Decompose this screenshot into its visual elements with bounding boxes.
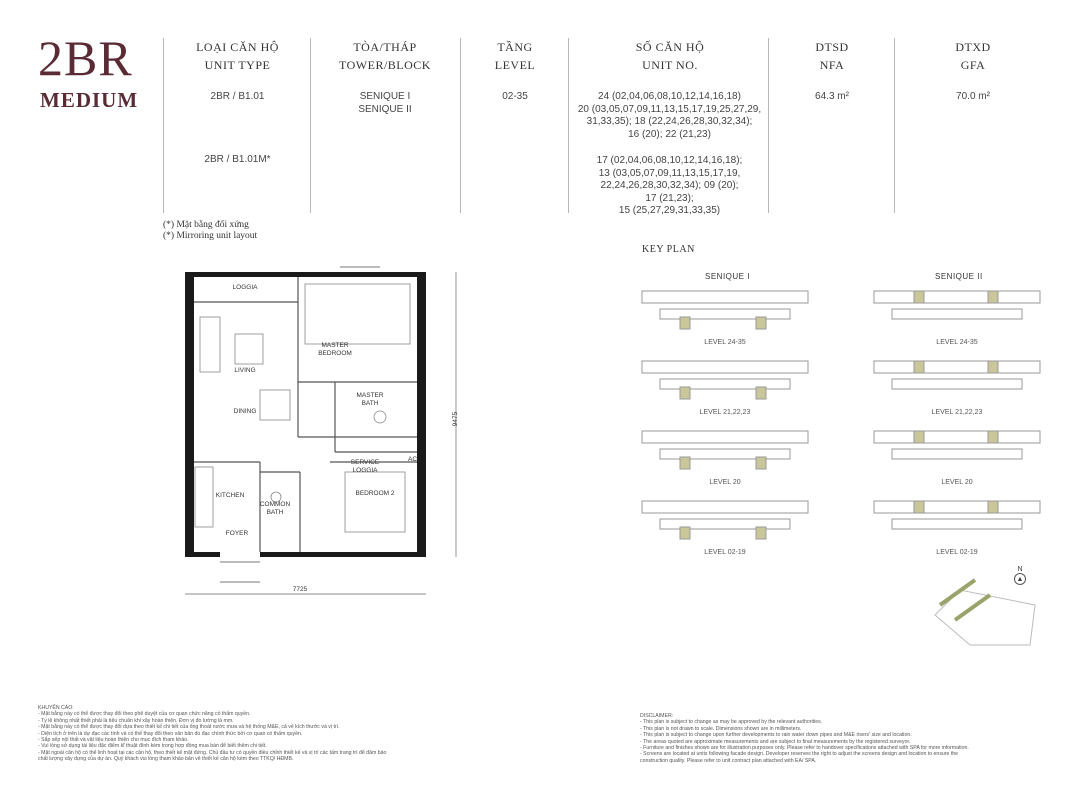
gfa-value: 70.0 m² <box>956 91 990 102</box>
divider <box>163 38 164 213</box>
key-plan-t2-l4 <box>872 497 1042 545</box>
key-plan-t2-l3 <box>872 427 1042 475</box>
room-label-master-bedroom: MASTER BEDROOM <box>318 342 352 357</box>
room-label-kitchen: KITCHEN <box>215 492 245 499</box>
room-label-dining: DINING <box>233 408 257 415</box>
col-header-unit-type: LOẠI CĂN HỘ UNIT TYPE <box>196 40 279 72</box>
key-plan-t1-l1 <box>640 287 810 335</box>
key-plan-tower1: SENIQUE I <box>705 272 750 281</box>
dimension-height: 9475 <box>452 411 459 427</box>
room-label-living: LIVING <box>234 367 256 374</box>
key-plan-t1-l4 <box>640 497 810 545</box>
key-plan-level: LEVEL 20 <box>709 479 741 486</box>
key-plan-level: LEVEL 20 <box>941 479 973 486</box>
key-plan-title: KEY PLAN <box>642 244 695 255</box>
key-plan-level: LEVEL 02-19 <box>704 549 746 556</box>
site-plan-icon <box>930 575 1040 650</box>
room-label-service-loggia: SERVICE LOGGIA <box>350 459 380 474</box>
room-label-master-bath: MASTER BATH <box>356 392 384 407</box>
mirror-note: (*) Mặt bằng đối xứng (*) Mirroring unit layout <box>163 220 258 241</box>
dimension-width: 7725 <box>292 586 308 593</box>
key-plan-t1-l3 <box>640 427 810 475</box>
divider <box>768 38 769 213</box>
room-label-bedroom2: BEDROOM 2 <box>355 490 395 497</box>
divider <box>568 38 569 213</box>
key-plan-level: LEVEL 02-19 <box>936 549 978 556</box>
unit-title: 2BR <box>38 30 133 86</box>
room-label-common-bath: COMMON BATH <box>259 501 291 516</box>
room-label-loggia: LOGGIA <box>232 284 258 291</box>
unit-no-value: 17 (02,04,06,08,10,12,14,16,18); 13 (03,05,07,09,11,13,15,17,19, 22,24,26,28,30,32,34); 09 (20); 17 (21,23); 15 (25,27,29,31,33,35) <box>596 155 743 216</box>
col-header-nfa: DTSD NFA <box>815 40 849 72</box>
col-header-level: TẦNG LEVEL <box>494 40 536 72</box>
floor-plan <box>180 262 470 602</box>
divider <box>310 38 311 213</box>
divider <box>894 38 895 213</box>
unit-subtitle: MEDIUM <box>40 88 139 112</box>
key-plan-level: LEVEL 21,22,23 <box>699 409 751 416</box>
disclaimer-en: DISCLAIMER: - This plan is subject to change as may be approved by the relevant authorities. - This plan is not drawn to scale. Dimensions shown are in millimeters. - This plan is subject to change upon further developments to rain water down pipes and M&E risers' size and location. - The areas quoted are approximate measurements and are subject to final measurements by the registered surveyor. - Furniture and finishes shown are for illustration purposes only. Please refer to handover specifications attached with SPA for more information. - Screens are located at units following facade design. Developer reserves the right to adjust the screens design and location to ensure the construction quality. Please refer to unit contract plan attached with EA/ SPA. <box>640 713 969 764</box>
disclaimer-vi: KHUYẾN CÁO: - Mặt bằng này có thể được thay đổi theo phê duyệt của cơ quan chức năng có thẩm quyền. - Tỷ lệ không nhất thiết phải là tiêu chuẩn khi xây hoàn thiện. Đơn vị đo lường là mm. - Mặt bằng này có thể được thay đổi dựa theo thiết kế chi tiết của ống thoát nước mưa và hệ thống M&E, cả về kích thước và vị trí. - Diện tích ở trên là dự đạc các tính và có thể thay đổi theo văn bản đo đạc chính thức bởi cơ quan có thẩm quyền. - Sắp xếp nội thất và vật liệu hoàn thiện cho mục đích tham khảo. - Vui lòng sử dụng tài liệu đặc điểm kĩ thuật đính kèm trong hợp đồng mua bán để biết thêm chi tiết. - Mặt ngoài căn hộ có thể linh hoạt tại các căn hộ, theo thiết kế mặt đứng. Chủ đầu tư có quyền điều chỉnh thiết kế và vị trí các tấm trang trí để đảm bảo chất lượng xây dựng của dự án. Quý khách vui lòng tham khảo bản vẽ thiết kế căn hộ kèm theo TTKQ/ HĐMB. <box>38 705 387 763</box>
key-plan-t2-l1 <box>872 287 1042 335</box>
key-plan-level: LEVEL 24-35 <box>936 339 978 346</box>
level-value: 02-35 <box>502 91 528 102</box>
key-plan-level: LEVEL 24-35 <box>704 339 746 346</box>
key-plan-t2-l2 <box>872 357 1042 405</box>
divider <box>460 38 461 213</box>
north-arrow-icon: N ▲ <box>1012 566 1028 585</box>
unit-type-value: 2BR / B1.01M* <box>204 154 271 165</box>
nfa-value: 64.3 m² <box>815 91 849 102</box>
key-plan-t1-l2 <box>640 357 810 405</box>
col-header-tower: TÒA/THÁP TOWER/BLOCK <box>339 40 431 72</box>
key-plan-level: LEVEL 21,22,23 <box>931 409 983 416</box>
key-plan-tower2: SENIQUE II <box>935 272 983 281</box>
col-header-unit-no: SỐ CĂN HỘ UNIT NO. <box>635 40 705 72</box>
unit-no-value: 24 (02,04,06,08,10,12,14,16,18) 20 (03,05,07,09,11,13,15,17,19,25,27,29, 31,33,35); 18 (22,24,26,28,30,32,34); 16 (20); 22 (21,23) <box>577 91 762 140</box>
room-label-foyer: FOYER <box>225 530 249 537</box>
room-label-ac: AC <box>407 456 418 463</box>
col-header-gfa: DTXD GFA <box>955 40 991 72</box>
tower-value: SENIQUE I SENIQUE II <box>358 91 412 115</box>
unit-type-value: 2BR / B1.01 <box>210 91 265 102</box>
